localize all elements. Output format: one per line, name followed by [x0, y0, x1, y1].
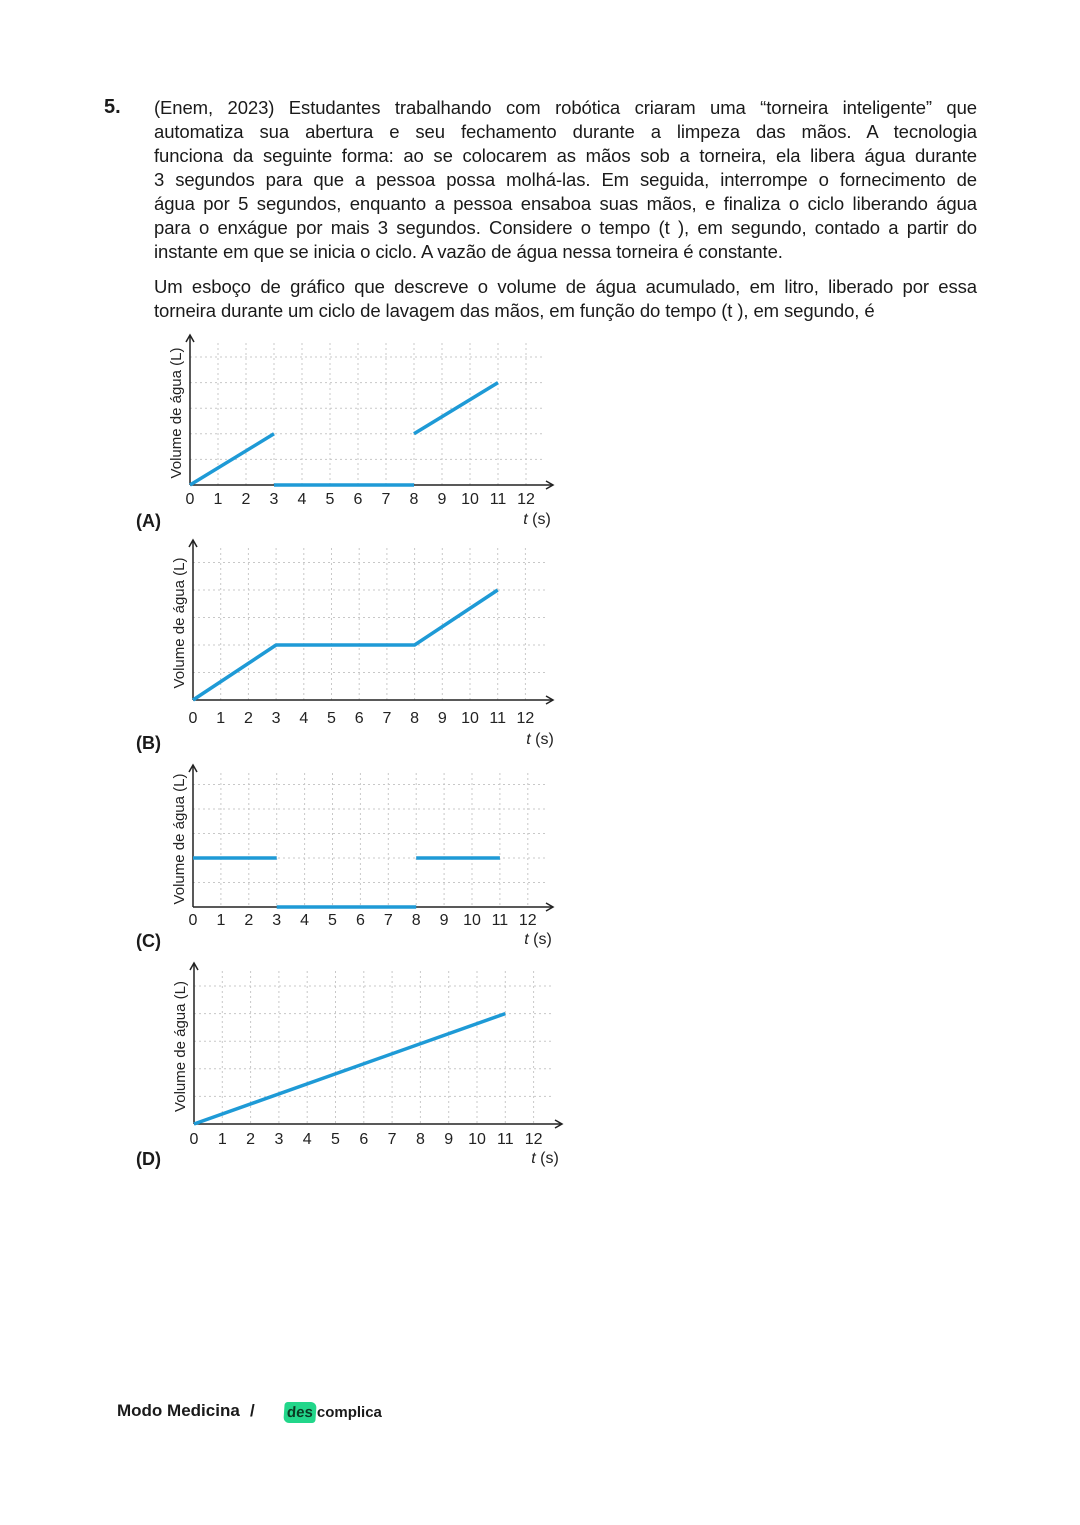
- x-tick-label: 10: [461, 710, 479, 727]
- x-tick-label: 7: [381, 491, 391, 508]
- x-tick-label: 8: [410, 710, 420, 727]
- x-tick-label: 2: [243, 710, 253, 727]
- x-tick-label: 9: [437, 710, 447, 727]
- statement-line: água por 5 segundos, enquanto a pessoa ensaboa suas mãos, e finaliza o ciclo liberando água: [154, 193, 977, 214]
- prompt-line: torneira durante um ciclo de lavagem das mãos, em função do tempo (t ), em segundo, é: [154, 300, 875, 321]
- x-tick-label: 12: [516, 710, 535, 727]
- x-tick-label: 2: [246, 1131, 256, 1148]
- chart-b: [171, 540, 554, 748]
- statement-line: automatiza sua abertura e seu fechamento durante a limpeza das mãos. A tecnologia: [154, 121, 977, 142]
- x-tick-label: 5: [328, 912, 337, 929]
- x-tick-label: 3: [271, 710, 281, 727]
- x-tick-label: 1: [213, 491, 223, 508]
- x-tick-label: 8: [411, 912, 421, 929]
- x-tick-label: 10: [468, 1131, 486, 1148]
- x-tick-label: 5: [331, 1131, 340, 1148]
- x-tick-label: 7: [383, 912, 393, 929]
- x-tick-label: 9: [444, 1131, 454, 1148]
- x-axis-label: t (s): [523, 511, 551, 528]
- statement-line: funciona da seguinte forma: ao se colocarem as mãos sob a torneira, ela libera água durante: [154, 145, 977, 166]
- descomplica-logo: [284, 1399, 382, 1425]
- x-tick-label: 12: [518, 912, 537, 929]
- x-tick-label: 3: [269, 491, 279, 508]
- question-number: 5.: [104, 96, 121, 118]
- x-tick-label: 1: [217, 1131, 227, 1148]
- x-tick-label: 4: [300, 912, 310, 929]
- x-tick-label: 1: [216, 912, 226, 929]
- option-label-d[interactable]: (D): [136, 1149, 161, 1169]
- x-tick-label: 0: [188, 710, 198, 727]
- x-tick-label: 1: [216, 710, 226, 727]
- y-axis-label: Volume de água (L): [172, 981, 189, 1112]
- x-axis-label: t (s): [531, 1150, 559, 1167]
- chart-c: [171, 765, 553, 948]
- logo-badge: des: [283, 1402, 316, 1423]
- x-tick-label: 4: [299, 710, 309, 727]
- x-tick-label: 2: [244, 912, 254, 929]
- y-axis-label: Volume de água (L): [171, 773, 188, 905]
- chart-d: [172, 963, 562, 1167]
- x-tick-label: 6: [355, 912, 365, 929]
- x-tick-label: 4: [297, 491, 307, 508]
- x-tick-label: 9: [439, 912, 449, 929]
- statement-line: 3 segundos para que a pessoa possa molhá-las. Em seguida, interrompe o fornecimento de: [154, 169, 977, 190]
- x-tick-label: 11: [489, 491, 507, 508]
- x-tick-label: 3: [274, 1131, 284, 1148]
- x-tick-label: 8: [415, 1131, 425, 1148]
- x-tick-label: 12: [517, 491, 535, 508]
- x-tick-label: 5: [327, 710, 336, 727]
- x-tick-label: 11: [489, 710, 507, 727]
- footer-separator: /: [250, 1401, 255, 1420]
- statement-line: instante em que se inicia o ciclo. A vazão de água nessa torneira é constante.: [154, 241, 783, 262]
- footer-brand: Modo Medicina: [117, 1401, 240, 1420]
- prompt-line: Um esboço de gráfico que descreve o volume de água acumulado, em litro, liberado por essa: [154, 276, 977, 297]
- x-tick-label: 10: [463, 912, 481, 929]
- option-label-a[interactable]: (A): [136, 511, 161, 531]
- x-axis-label: t (s): [524, 931, 552, 948]
- logo-text: complica: [316, 1403, 382, 1421]
- x-tick-label: 4: [302, 1131, 312, 1148]
- x-tick-label: 6: [354, 710, 364, 727]
- x-tick-label: 6: [353, 491, 363, 508]
- chart-a: [168, 335, 553, 528]
- x-tick-label: 3: [272, 912, 282, 929]
- x-tick-label: 2: [241, 491, 251, 508]
- x-tick-label: 9: [437, 491, 447, 508]
- x-tick-label: 6: [359, 1131, 369, 1148]
- x-tick-label: 0: [189, 1131, 199, 1148]
- y-axis-label: Volume de água (L): [168, 347, 185, 479]
- statement-line: (Enem, 2023) Estudantes trabalhando com robótica criaram uma “torneira inteligente” que: [154, 97, 977, 118]
- x-axis-label: t (s): [526, 731, 554, 748]
- x-tick-label: 11: [491, 912, 509, 929]
- x-tick-label: 0: [188, 912, 198, 929]
- x-tick-label: 12: [524, 1131, 543, 1148]
- x-tick-label: 7: [387, 1131, 397, 1148]
- x-tick-label: 10: [461, 491, 479, 508]
- x-tick-label: 7: [382, 710, 392, 727]
- x-tick-label: 8: [409, 491, 419, 508]
- option-label-b[interactable]: (B): [136, 733, 161, 753]
- option-label-c[interactable]: (C): [136, 931, 161, 951]
- x-tick-label: 11: [496, 1131, 514, 1148]
- x-tick-label: 0: [185, 491, 195, 508]
- statement-line: para o enxágue por mais 3 segundos. Considere o tempo (t ), em segundo, contado a partir do: [154, 217, 977, 238]
- y-axis-label: Volume de água (L): [171, 557, 188, 689]
- x-tick-label: 5: [325, 491, 335, 508]
